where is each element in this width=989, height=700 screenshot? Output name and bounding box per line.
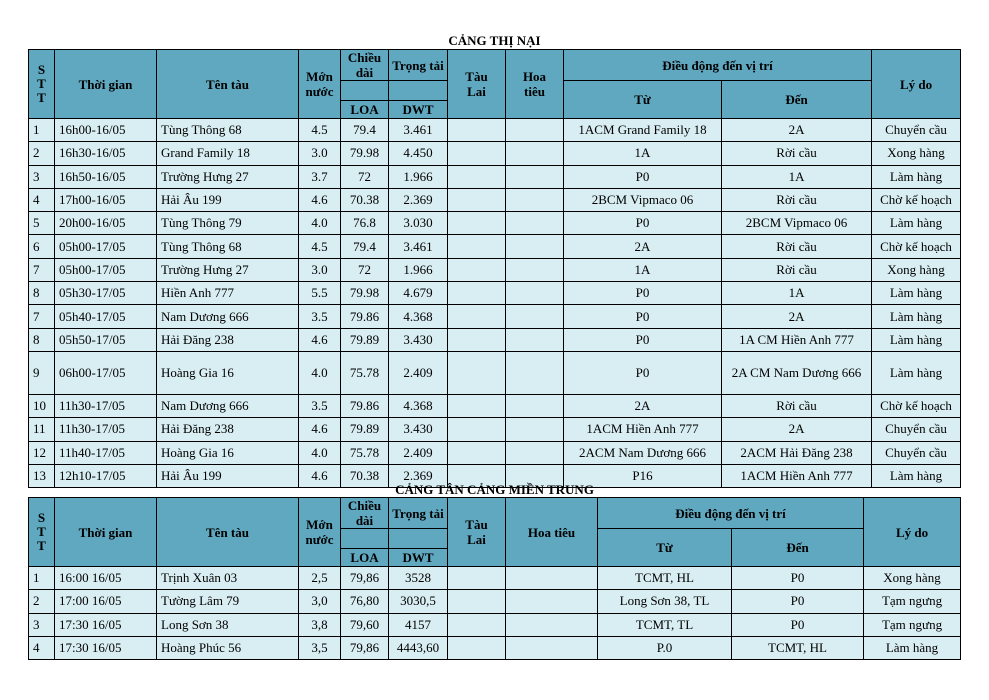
header-tonnage-sub — [389, 81, 448, 119]
header-length: Chiều dài — [341, 498, 389, 529]
cell-pilot — [506, 282, 564, 305]
cell-from: 2A — [564, 235, 722, 258]
header-ship: Tên tàu — [157, 498, 299, 567]
cell-tug — [448, 212, 506, 235]
cell-time: 06h00-17/05 — [55, 351, 157, 394]
header-dwt: DWT — [389, 100, 447, 118]
cell-draft: 3.5 — [299, 305, 341, 328]
cell-draft: 4.0 — [299, 441, 341, 464]
table-row — [29, 188, 961, 211]
cell-from: P0 — [564, 282, 722, 305]
cell-from: P0 — [564, 165, 722, 188]
header-length: Chiều dài — [341, 50, 389, 81]
cell-time: 11h30-17/05 — [55, 418, 157, 441]
cell-time: 17h00-16/05 — [55, 188, 157, 211]
cell-stt: 2 — [29, 590, 55, 613]
table-row — [29, 613, 961, 636]
cell-from: 1A — [564, 258, 722, 281]
cell-dwt: 4157 — [389, 613, 448, 636]
cell-to: TCMT, HL — [732, 636, 864, 659]
header-reason: Lý do — [872, 50, 961, 119]
cell-pilot — [506, 142, 564, 165]
cell-to: 2A — [722, 418, 872, 441]
table-row — [29, 235, 961, 258]
cell-loa: 79.86 — [341, 305, 389, 328]
cell-time: 17:30 16/05 — [55, 613, 157, 636]
cell-time: 05h00-17/05 — [55, 258, 157, 281]
cell-dwt: 2.409 — [389, 351, 448, 394]
header-length-sub — [341, 529, 389, 567]
cell-time: 16:00 16/05 — [55, 567, 157, 590]
header-pilot: Hoa tiêu — [506, 50, 564, 119]
cell-tug — [448, 258, 506, 281]
header-time: Thời gian — [55, 50, 157, 119]
cell-stt: 4 — [29, 636, 55, 659]
cell-reason: Làm hàng — [872, 212, 961, 235]
header-move: Điều động đến vị trí — [598, 498, 864, 529]
cell-draft: 3,0 — [299, 590, 341, 613]
cell-ship: Hoàng Phúc 56 — [157, 636, 299, 659]
cell-from: P0 — [564, 212, 722, 235]
thi-nai-table — [28, 49, 961, 488]
header-from: Từ — [598, 529, 732, 567]
cell-stt: 1 — [29, 119, 55, 142]
cell-pilot — [506, 258, 564, 281]
cell-to: P0 — [732, 567, 864, 590]
cell-draft: 3.7 — [299, 165, 341, 188]
cell-reason: Chờ kế hoạch — [872, 235, 961, 258]
cell-ship: Tùng Thông 68 — [157, 235, 299, 258]
cell-loa: 79,86 — [341, 567, 389, 590]
cell-reason: Xong hàng — [872, 142, 961, 165]
cell-from: P0 — [564, 351, 722, 394]
cell-draft: 3,5 — [299, 636, 341, 659]
cell-tug — [448, 188, 506, 211]
cell-draft: 4.0 — [299, 351, 341, 394]
cell-to: 1A CM Hiền Anh 777 — [722, 328, 872, 351]
cell-loa: 79,60 — [341, 613, 389, 636]
cell-tug — [448, 305, 506, 328]
header-to: Đến — [732, 529, 864, 567]
cell-to: 2ACM Hải Đăng 238 — [722, 441, 872, 464]
cell-loa: 79.98 — [341, 142, 389, 165]
cell-stt: 3 — [29, 165, 55, 188]
cell-ship: Hải Âu 199 — [157, 188, 299, 211]
cell-ship: Hải Âu 199 — [157, 464, 299, 487]
cell-from: Long Sơn 38, TL — [598, 590, 732, 613]
cell-loa: 79.4 — [341, 119, 389, 142]
cell-to: P0 — [732, 613, 864, 636]
cell-reason: Xong hàng — [872, 258, 961, 281]
cell-dwt: 3.461 — [389, 119, 448, 142]
cell-from: 1A — [564, 142, 722, 165]
cell-reason: Chờ kế hoạch — [872, 188, 961, 211]
cell-dwt: 2.369 — [389, 188, 448, 211]
cell-ship: Hải Đăng 238 — [157, 418, 299, 441]
cell-reason: Làm hàng — [872, 351, 961, 394]
cell-loa: 72 — [341, 258, 389, 281]
cell-draft: 4.0 — [299, 212, 341, 235]
cell-time: 16h00-16/05 — [55, 119, 157, 142]
cell-stt: 9 — [29, 351, 55, 394]
header-tonnage-sub — [389, 529, 448, 567]
cell-dwt: 3.030 — [389, 212, 448, 235]
cell-dwt: 3030,5 — [389, 590, 448, 613]
cell-to: Rời cầu — [722, 258, 872, 281]
cell-pilot — [506, 590, 598, 613]
header-reason: Lý do — [864, 498, 961, 567]
header-dwt: DWT — [389, 548, 447, 566]
cell-draft: 3.0 — [299, 258, 341, 281]
cell-ship: Tường Lâm 79 — [157, 590, 299, 613]
cell-from: P16 — [564, 464, 722, 487]
cell-pilot — [506, 212, 564, 235]
table-row — [29, 567, 961, 590]
table-row — [29, 212, 961, 235]
cell-time: 05h50-17/05 — [55, 328, 157, 351]
cell-tug — [448, 282, 506, 305]
cell-ship: Grand Family 18 — [157, 142, 299, 165]
cell-stt: 3 — [29, 613, 55, 636]
cell-dwt: 4.368 — [389, 394, 448, 417]
cell-pilot — [506, 235, 564, 258]
header-tug: Tàu Lai — [448, 498, 506, 567]
cell-time: 11h40-17/05 — [55, 441, 157, 464]
cell-from: 1ACM Hiền Anh 777 — [564, 418, 722, 441]
cell-ship: Tùng Thông 68 — [157, 119, 299, 142]
cell-ship: Trường Hưng 27 — [157, 258, 299, 281]
cell-draft: 5.5 — [299, 282, 341, 305]
cell-loa: 76,80 — [341, 590, 389, 613]
section1-title: CẢNG THỊ NẠI — [448, 33, 541, 48]
cell-from: TCMT, TL — [598, 613, 732, 636]
cell-pilot — [506, 441, 564, 464]
cell-reason: Tạm ngưng — [864, 590, 961, 613]
cell-time: 11h30-17/05 — [55, 394, 157, 417]
cell-time: 17:00 16/05 — [55, 590, 157, 613]
cell-loa: 79.89 — [341, 418, 389, 441]
cell-loa: 70.38 — [341, 464, 389, 487]
header-draft: Mớn nước — [299, 498, 341, 567]
cell-loa: 70.38 — [341, 188, 389, 211]
cell-draft: 4.6 — [299, 188, 341, 211]
cell-time: 05h40-17/05 — [55, 305, 157, 328]
cell-to: Rời cầu — [722, 188, 872, 211]
cell-time: 16h50-16/05 — [55, 165, 157, 188]
cell-reason: Làm hàng — [864, 636, 961, 659]
cell-tug — [448, 441, 506, 464]
cell-stt: 12 — [29, 441, 55, 464]
cell-to: 1A — [722, 165, 872, 188]
cell-stt: 4 — [29, 188, 55, 211]
cell-reason: Chuyển cầu — [872, 441, 961, 464]
header-stt: STT — [29, 498, 55, 567]
header-draft: Mớn nước — [299, 50, 341, 119]
table-row — [29, 258, 961, 281]
cell-ship: Long Sơn 38 — [157, 613, 299, 636]
cell-pilot — [506, 165, 564, 188]
cell-draft: 4.6 — [299, 418, 341, 441]
cell-to: 2A — [722, 119, 872, 142]
header-tug: Tàu Lai — [448, 50, 506, 119]
cell-pilot — [506, 418, 564, 441]
header-move: Điều động đến vị trí — [564, 50, 872, 81]
table-row — [29, 351, 961, 394]
cell-ship: Hoàng Gia 16 — [157, 441, 299, 464]
cell-stt: 8 — [29, 282, 55, 305]
cell-from: TCMT, HL — [598, 567, 732, 590]
cell-time: 05h30-17/05 — [55, 282, 157, 305]
cell-reason: Chuyển cầu — [872, 119, 961, 142]
header-loa: LOA — [341, 548, 388, 566]
header-length-sub — [341, 81, 389, 119]
cell-pilot — [506, 351, 564, 394]
header-tonnage: Trọng tải — [389, 498, 448, 529]
cell-to: 1ACM Hiền Anh 777 — [722, 464, 872, 487]
cell-stt: 7 — [29, 305, 55, 328]
cell-stt: 6 — [29, 235, 55, 258]
cell-loa: 75.78 — [341, 441, 389, 464]
table-row — [29, 165, 961, 188]
cell-ship: Trường Hưng 27 — [157, 165, 299, 188]
cell-dwt: 2.409 — [389, 441, 448, 464]
header-time: Thời gian — [55, 498, 157, 567]
cell-loa: 76.8 — [341, 212, 389, 235]
cell-pilot — [506, 188, 564, 211]
cell-stt: 11 — [29, 418, 55, 441]
cell-reason: Làm hàng — [872, 464, 961, 487]
header-from: Từ — [564, 81, 722, 119]
cell-dwt: 3.430 — [389, 328, 448, 351]
cell-tug — [448, 394, 506, 417]
cell-tug — [448, 235, 506, 258]
header-loa: LOA — [341, 100, 388, 118]
cell-draft: 2,5 — [299, 567, 341, 590]
cell-time: 16h30-16/05 — [55, 142, 157, 165]
cell-ship: Hải Đăng 238 — [157, 328, 299, 351]
cell-from: 2ACM Nam Dương 666 — [564, 441, 722, 464]
cell-ship: Nam Dương 666 — [157, 394, 299, 417]
cell-tug — [448, 613, 506, 636]
cell-ship: Hoàng Gia 16 — [157, 351, 299, 394]
cell-dwt: 4.679 — [389, 282, 448, 305]
cell-loa: 79.89 — [341, 328, 389, 351]
cell-stt: 1 — [29, 567, 55, 590]
header-ship: Tên tàu — [157, 50, 299, 119]
cell-stt: 13 — [29, 464, 55, 487]
cell-dwt: 2.369 — [389, 464, 448, 487]
table-row — [29, 590, 961, 613]
cell-reason: Làm hàng — [872, 165, 961, 188]
cell-pilot — [506, 119, 564, 142]
cell-dwt: 4.450 — [389, 142, 448, 165]
cell-time: 12h10-17/05 — [55, 464, 157, 487]
table-row — [29, 328, 961, 351]
cell-tug — [448, 328, 506, 351]
cell-time: 05h00-17/05 — [55, 235, 157, 258]
cell-dwt: 3.430 — [389, 418, 448, 441]
cell-loa: 79.98 — [341, 282, 389, 305]
cell-draft: 4.5 — [299, 235, 341, 258]
cell-reason: Chờ kế hoạch — [872, 394, 961, 417]
cell-dwt: 1.966 — [389, 165, 448, 188]
cell-draft: 4.6 — [299, 464, 341, 487]
cell-stt: 2 — [29, 142, 55, 165]
cell-tug — [448, 567, 506, 590]
cell-stt: 5 — [29, 212, 55, 235]
cell-to: Rời cầu — [722, 235, 872, 258]
table-row — [29, 441, 961, 464]
cell-to: Rời cầu — [722, 142, 872, 165]
cell-tug — [448, 351, 506, 394]
header-to: Đến — [722, 81, 872, 119]
cell-pilot — [506, 613, 598, 636]
cell-from: P.0 — [598, 636, 732, 659]
cell-loa: 79.4 — [341, 235, 389, 258]
cell-from: P0 — [564, 328, 722, 351]
header-pilot: Hoa tiêu — [506, 498, 598, 567]
cell-reason: Xong hàng — [864, 567, 961, 590]
cell-ship: Trịnh Xuân 03 — [157, 567, 299, 590]
cell-pilot — [506, 567, 598, 590]
header-tonnage: Trọng tải — [389, 50, 448, 81]
cell-stt: 7 — [29, 258, 55, 281]
cell-dwt: 4.368 — [389, 305, 448, 328]
cell-ship: Hiền Anh 777 — [157, 282, 299, 305]
cell-stt: 10 — [29, 394, 55, 417]
cell-stt: 8 — [29, 328, 55, 351]
cell-tug — [448, 165, 506, 188]
cell-reason: Tạm ngưng — [864, 613, 961, 636]
cell-from: 1ACM Grand Family 18 — [564, 119, 722, 142]
cell-to: 2A — [722, 305, 872, 328]
cell-draft: 4.5 — [299, 119, 341, 142]
header-stt: STT — [29, 50, 55, 119]
cell-to: P0 — [732, 590, 864, 613]
cell-reason: Làm hàng — [872, 282, 961, 305]
cell-ship: Nam Dương 666 — [157, 305, 299, 328]
cell-loa: 75.78 — [341, 351, 389, 394]
cell-dwt: 1.966 — [389, 258, 448, 281]
cell-to: 1A — [722, 282, 872, 305]
cell-loa: 79,86 — [341, 636, 389, 659]
section2-title: CẢNG TÂN CẢNG MIỀN TRUNG — [395, 482, 594, 497]
cell-dwt: 3528 — [389, 567, 448, 590]
table-row — [29, 305, 961, 328]
table-row — [29, 418, 961, 441]
cell-tug — [448, 636, 506, 659]
cell-from: P0 — [564, 305, 722, 328]
cell-tug — [448, 142, 506, 165]
cell-to: 2A CM Nam Dương 666 — [722, 351, 872, 394]
cell-draft: 3,8 — [299, 613, 341, 636]
cell-loa: 79.86 — [341, 394, 389, 417]
table-row — [29, 394, 961, 417]
table-row — [29, 142, 961, 165]
cell-time: 20h00-16/05 — [55, 212, 157, 235]
cell-to: Rời cầu — [722, 394, 872, 417]
cell-reason: Chuyển cầu — [872, 418, 961, 441]
cell-draft: 4.6 — [299, 328, 341, 351]
table-row — [29, 636, 961, 659]
table-row — [29, 119, 961, 142]
cell-draft: 3.0 — [299, 142, 341, 165]
cell-dwt: 3.461 — [389, 235, 448, 258]
cell-reason: Làm hàng — [872, 328, 961, 351]
cell-tug — [448, 418, 506, 441]
cell-dwt: 4443,60 — [389, 636, 448, 659]
cell-pilot — [506, 636, 598, 659]
cell-reason: Làm hàng — [872, 305, 961, 328]
cell-tug — [448, 590, 506, 613]
cell-time: 17:30 16/05 — [55, 636, 157, 659]
cell-draft: 3.5 — [299, 394, 341, 417]
cell-from: 2A — [564, 394, 722, 417]
cell-pilot — [506, 394, 564, 417]
cell-from: 2BCM Vipmaco 06 — [564, 188, 722, 211]
cell-loa: 72 — [341, 165, 389, 188]
tan-cang-table — [28, 497, 961, 660]
cell-pilot — [506, 305, 564, 328]
cell-ship: Tùng Thông 79 — [157, 212, 299, 235]
cell-pilot — [506, 328, 564, 351]
cell-to: 2BCM Vipmaco 06 — [722, 212, 872, 235]
table-row — [29, 282, 961, 305]
cell-tug — [448, 119, 506, 142]
